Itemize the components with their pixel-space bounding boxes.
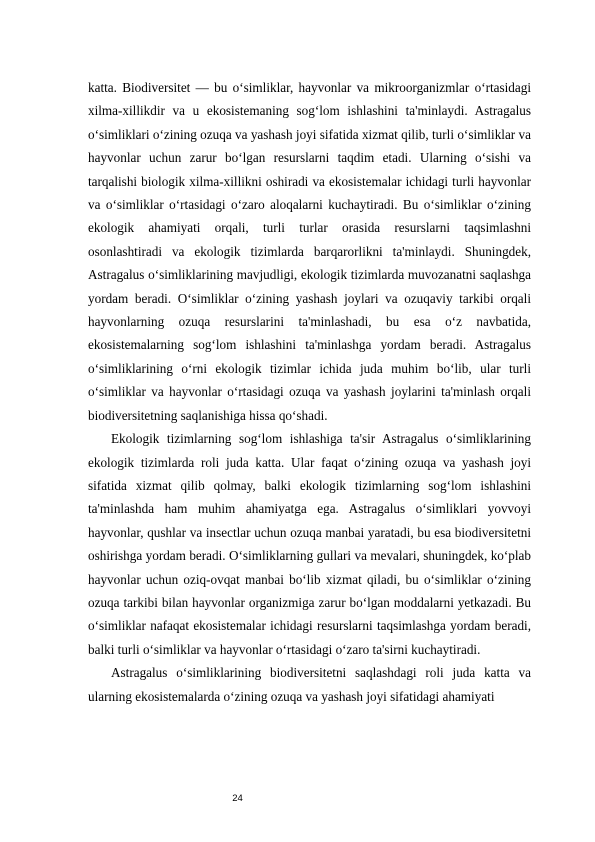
- page-number: 24: [232, 793, 243, 804]
- document-body: [88, 76, 531, 708]
- paragraph-biodiversity-role: Astragalus o‘simliklarining biodiversitetni saqlashdagi roli juda katta va ularning ekosistemalarda o‘zining ozuqa va yashash joyi sifatidagi ahamiyati: [88, 665, 531, 704]
- paragraph-ecological-systems: Ekologik tizimlarning sog‘lom ishlashiga ta'sir Astragalus o‘simliklarining ekologik tizimlarda roli juda katta. Ular faqat o‘zining ozuqa va yashash joyi sifatida xizmat qilib qolmay, balki ekologik tizimlarning sog‘lom ishlashini ta'minlashda ham muhim ahamiyatga ega. Astragalus o‘simliklari yovvoyi hayvonlar, qushlar va insectlar uchun ozuqa manbai yaratadi, bu esa biodiversitetni oshirishga yordam beradi. O‘simliklarning gullari va mevalari, shuningdek, ko‘plab hayvonlar uchun oziq-ovqat manbai bo‘lib xizmat qiladi, bu o‘simliklar o‘zining ozuqa tarkibi bilan hayvonlar organizmiga zarur bo‘lgan moddalarni yetkazadi. Bu o‘simliklar nafaqat ekosistemalar ichidagi resurslarni taqsimlashga yordam beradi, balki turli o‘simliklar va hayvonlar o‘rtasidagi o‘zaro ta'sirni kuchaytiradi.: [88, 431, 531, 657]
- paragraph-continuation: katta. Biodiversitet — bu o‘simliklar, hayvonlar va mikroorganizmlar o‘rtasidagi xilma-xillikdir va u ekosistemaning sog‘lom ishlashini ta'minlaydi. Astragalus o‘simliklari o‘zining ozuqa va yashash joyi sifatida xizmat qilib, turli o‘simliklar va hayvonlar uchun zarur bo‘lgan resurslarni taqdim etadi. Ularning o‘sishi va tarqalishi biologik xilma-xillikni oshiradi va ekosistemalar ichidagi turli hayvonlar va o‘simliklar o‘rtasidagi o‘zaro aloqalarni kuchaytiradi. Bu o‘simliklar o‘zining ekologik ahamiyati orqali, turli turlar orasida resurslarni taqsimlashni osonlashtiradi va ekologik tizimlarda barqarorlikni ta'minlaydi. Shuningdek, Astragalus o‘simliklarining mavjudligi, ekologik tizimlarda muvozanatni saqlashga yordam beradi. O‘simliklar o‘zining yashash joylari va ozuqaviy tarkibi orqali hayvonlarning ozuqa resurslarini ta'minlashadi, bu esa o‘z navbatida, ekosistemalarning sog‘lom ishlashini ta'minlashga yordam beradi. Astragalus o‘simliklarining o‘rni ekologik tizimlar ichida juda muhim bo‘lib, ular turli o‘simliklar va hayvonlar o‘rtasidagi ozuqa va yashash joylarini ta'minlash orqali biodiversitetning saqlanishiga hissa qo‘shadi.: [88, 80, 531, 423]
